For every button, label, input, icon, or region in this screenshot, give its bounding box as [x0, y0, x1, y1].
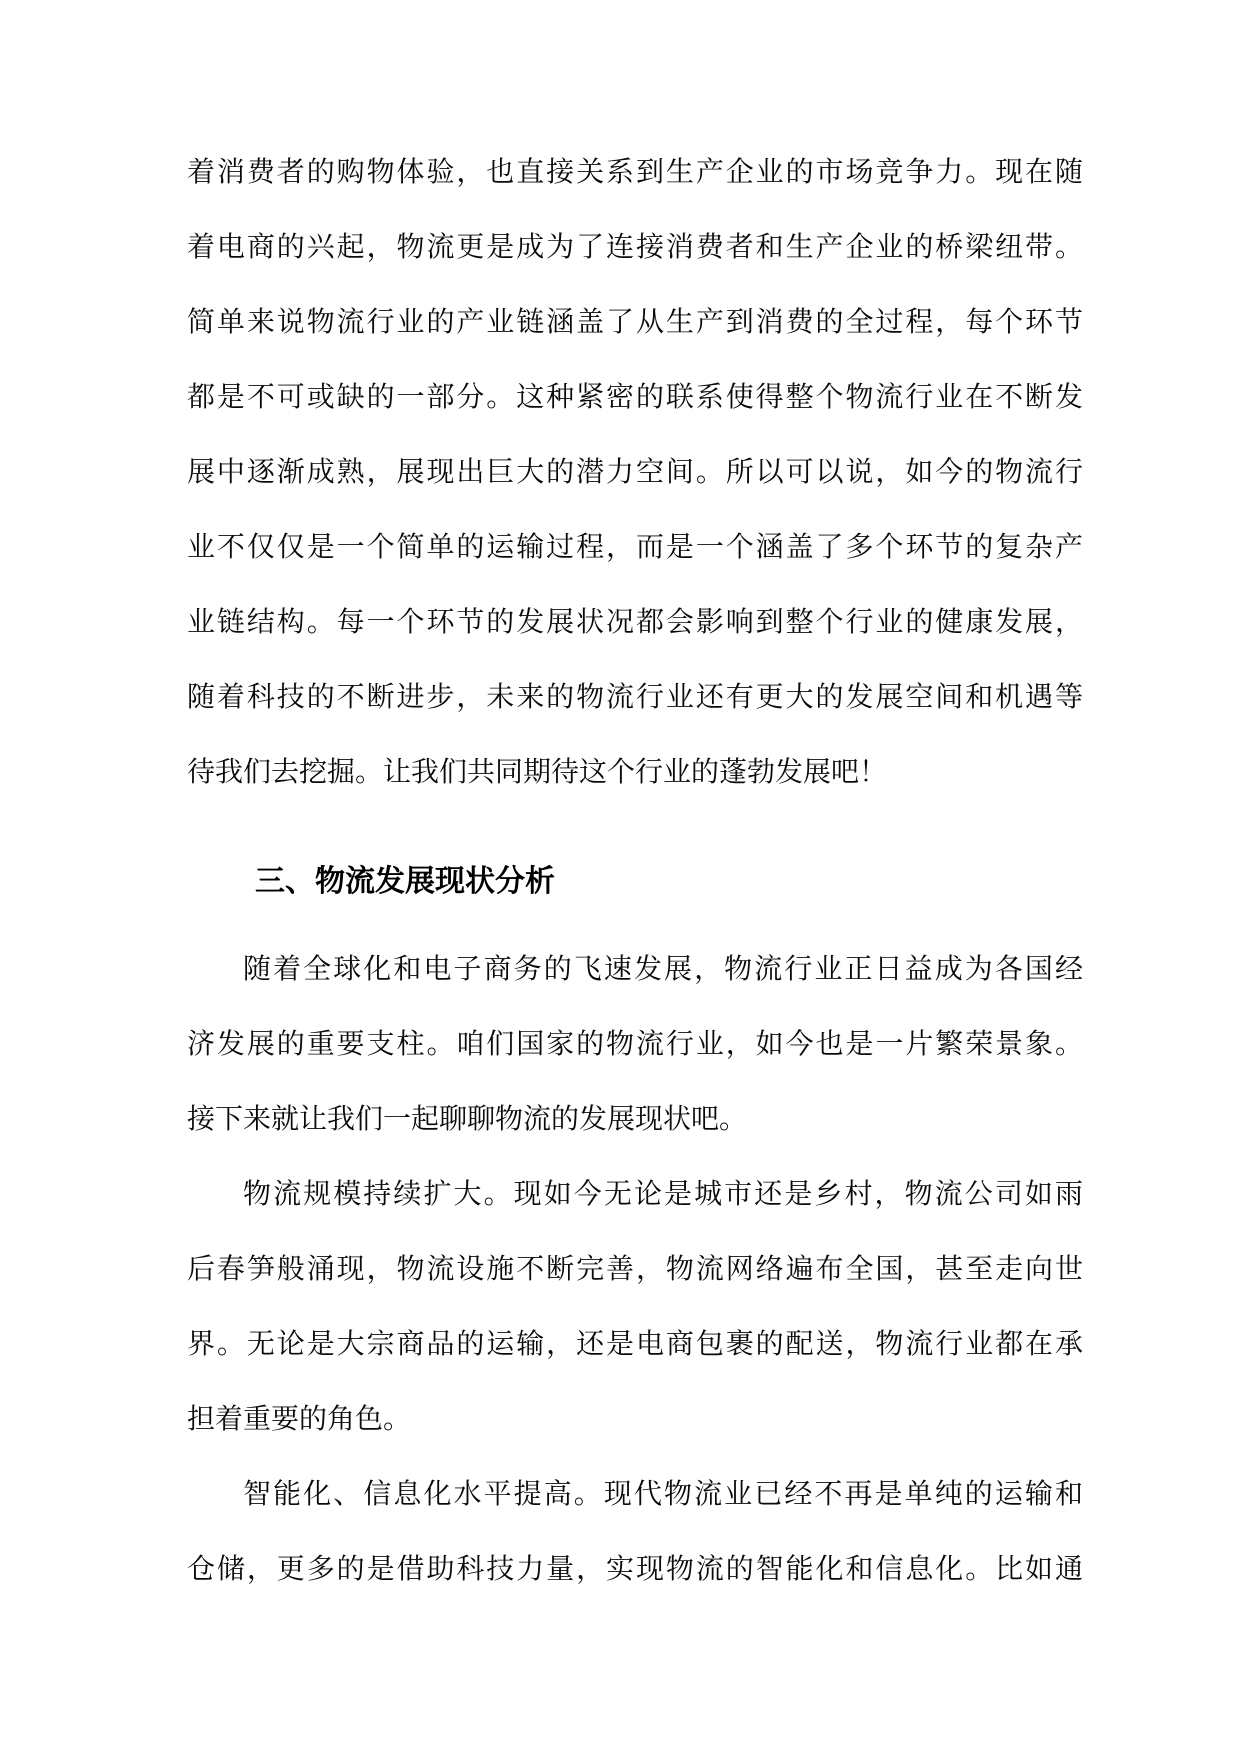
scale-paragraph — [187, 1156, 1083, 1456]
text-line: 随着科技的不断进步，未来的物流行业还有更大的发展空间和机遇等 — [187, 680, 1083, 713]
text-line: 着电商的兴起，物流更是成为了连接消费者和生产企业的桥梁纽带。 — [187, 230, 1083, 263]
text-line: 业链结构。每一个环节的发展状况都会影响到整个行业的健康发展， — [187, 605, 1083, 638]
text-line: 随着全球化和电子商务的飞速发展，物流行业正日益成为各国经 — [243, 952, 1083, 985]
document-body — [187, 134, 1083, 1606]
text-line: 智能化、信息化水平提高。现代物流业已经不再是单纯的运输和 — [243, 1477, 1083, 1510]
smart-paragraph — [187, 1456, 1083, 1606]
text-line: 简单来说物流行业的产业链涵盖了从生产到消费的全过程，每个环节 — [187, 305, 1083, 338]
text-line: 仓储，更多的是借助科技力量，实现物流的智能化和信息化。比如通 — [187, 1552, 1083, 1585]
text-line: 界。无论是大宗商品的运输，还是电商包裹的配送，物流行业都在承 — [187, 1327, 1083, 1360]
overview-paragraph — [187, 931, 1083, 1156]
text-line: 业不仅仅是一个简单的运输过程，而是一个涵盖了多个环节的复杂产 — [187, 530, 1083, 563]
text-line: 后春笋般涌现，物流设施不断完善，物流网络遍布全国，甚至走向世 — [187, 1252, 1083, 1285]
text-line: 担着重要的角色。 — [187, 1402, 412, 1435]
section-heading: 三、物流发展现状分析 — [255, 864, 555, 899]
text-line: 济发展的重要支柱。咱们国家的物流行业，如今也是一片繁荣景象。 — [187, 1027, 1083, 1060]
text-line: 物流规模持续扩大。现如今无论是城市还是乡村，物流公司如雨 — [243, 1177, 1083, 1210]
continuation-paragraph — [187, 134, 1083, 809]
text-line: 接下来就让我们一起聊聊物流的发展现状吧。 — [187, 1102, 748, 1135]
text-line: 着消费者的购物体验，也直接关系到生产企业的市场竞争力。现在随 — [187, 155, 1083, 188]
text-line: 展中逐渐成熟，展现出巨大的潜力空间。所以可以说，如今的物流行 — [187, 455, 1083, 488]
text-line: 都是不可或缺的一部分。这种紧密的联系使得整个物流行业在不断发 — [187, 380, 1083, 413]
text-line: 待我们去挖掘。让我们共同期待这个行业的蓬勃发展吧！ — [187, 755, 888, 788]
